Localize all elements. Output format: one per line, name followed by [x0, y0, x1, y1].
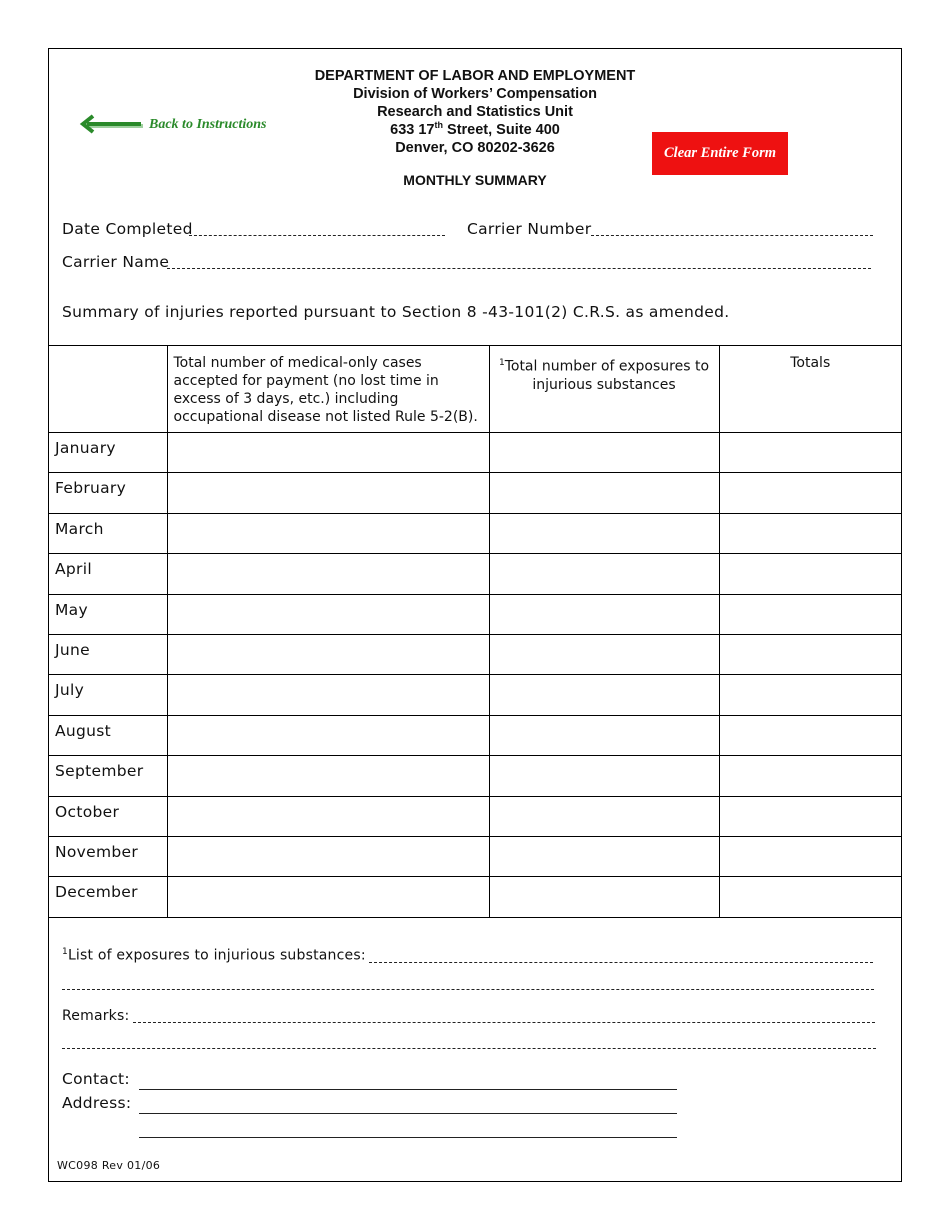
- remarks-field[interactable]: [133, 1022, 875, 1023]
- exposures-cell[interactable]: [489, 756, 719, 796]
- arrow-left-icon: [79, 113, 145, 137]
- exposures-column-header: $^1$Total number of exposures to injurious substances: [489, 346, 719, 433]
- totals-cell[interactable]: [719, 554, 901, 594]
- remarks-label: Remarks:: [62, 1008, 130, 1024]
- address-label: Address:: [62, 1094, 132, 1112]
- table-row: [49, 513, 901, 553]
- month-column-header: [49, 346, 167, 433]
- table-row: [49, 836, 901, 876]
- page-title: MONTHLY SUMMARY: [403, 172, 547, 188]
- back-link-label: Back to Instructions: [149, 117, 267, 132]
- month-label: April: [49, 554, 167, 594]
- exposures-cell[interactable]: [489, 473, 719, 513]
- month-label: January: [49, 433, 167, 473]
- medical-only-cell[interactable]: [167, 675, 489, 715]
- month-label: May: [49, 594, 167, 634]
- date-completed-label: Date Completed: [62, 220, 193, 238]
- contact-field[interactable]: [139, 1089, 677, 1090]
- table-row: [49, 634, 901, 674]
- totals-cell[interactable]: [719, 634, 901, 674]
- totals-column-header: Totals: [719, 346, 901, 433]
- medical-only-cell[interactable]: [167, 796, 489, 836]
- exposures-cell[interactable]: [489, 594, 719, 634]
- totals-cell[interactable]: [719, 715, 901, 755]
- medical-only-cell[interactable]: [167, 433, 489, 473]
- month-label: October: [49, 796, 167, 836]
- medical-only-cell[interactable]: [167, 554, 489, 594]
- medical-only-cell[interactable]: [167, 715, 489, 755]
- department-name: DEPARTMENT OF LABOR AND EMPLOYMENT: [314, 68, 636, 84]
- division-name: Division of Workers’ Compensation: [353, 86, 597, 102]
- form-frame: [48, 48, 902, 1182]
- clear-form-button[interactable]: Clear Entire Form: [652, 132, 788, 175]
- table-row: [49, 756, 901, 796]
- medical-only-cell[interactable]: [167, 756, 489, 796]
- exposures-list-field[interactable]: [369, 962, 873, 963]
- table-row: [49, 473, 901, 513]
- totals-cell[interactable]: [719, 594, 901, 634]
- month-label: August: [49, 715, 167, 755]
- table-row: [49, 594, 901, 634]
- totals-cell[interactable]: [719, 513, 901, 553]
- back-to-instructions-link[interactable]: [79, 113, 266, 137]
- table-row: [49, 433, 901, 473]
- table-row: [49, 715, 901, 755]
- month-label: July: [49, 675, 167, 715]
- month-label: September: [49, 756, 167, 796]
- table-header-row: [49, 346, 901, 433]
- totals-cell[interactable]: [719, 675, 901, 715]
- month-label: February: [49, 473, 167, 513]
- summary-statement: Summary of injuries reported pursuant to Section 8 -43-101(2) C.R.S. as amended.: [62, 303, 730, 321]
- form-code: WC098 Rev 01/06: [57, 1159, 161, 1172]
- carrier-name-label: Carrier Name: [62, 253, 170, 271]
- unit-name: Research and Statistics Unit: [377, 104, 573, 120]
- medical-only-cell[interactable]: [167, 836, 489, 876]
- monthly-summary-table: [49, 345, 901, 918]
- month-label: June: [49, 634, 167, 674]
- medical-only-cell[interactable]: [167, 634, 489, 674]
- table-row: [49, 796, 901, 836]
- month-label: November: [49, 836, 167, 876]
- medical-only-column-header: Total number of medical-only cases accepted for payment (no lost time in excess of 3 days, etc.) including occupational disease not listed Rule 5-2(B).: [167, 346, 489, 433]
- totals-cell[interactable]: [719, 473, 901, 513]
- exposures-cell[interactable]: [489, 877, 719, 917]
- medical-only-cell[interactable]: [167, 473, 489, 513]
- totals-cell[interactable]: [719, 756, 901, 796]
- totals-cell[interactable]: [719, 836, 901, 876]
- street-address: 633 17th Street, Suite 400: [390, 120, 560, 138]
- address-field[interactable]: [139, 1113, 677, 1114]
- contact-label: Contact:: [62, 1070, 130, 1088]
- month-label: December: [49, 877, 167, 917]
- exposures-cell[interactable]: [489, 675, 719, 715]
- city-address: Denver, CO 80202-3626: [395, 140, 555, 156]
- remarks-field-2[interactable]: [62, 1048, 876, 1049]
- medical-only-cell[interactable]: [167, 877, 489, 917]
- exposures-cell[interactable]: [489, 715, 719, 755]
- medical-only-cell[interactable]: [167, 513, 489, 553]
- exposures-list-field-2[interactable]: [62, 989, 874, 990]
- carrier-number-field[interactable]: [591, 235, 873, 236]
- table-row: [49, 554, 901, 594]
- month-label: March: [49, 513, 167, 553]
- carrier-name-field[interactable]: [167, 268, 871, 269]
- carrier-number-label: Carrier Number: [467, 220, 592, 238]
- table-row: [49, 675, 901, 715]
- exposures-cell[interactable]: [489, 433, 719, 473]
- date-completed-field[interactable]: [189, 235, 445, 236]
- totals-cell[interactable]: [719, 877, 901, 917]
- exposures-list-label: $^1$List of exposures to injurious substances:: [62, 947, 366, 964]
- medical-only-cell[interactable]: [167, 594, 489, 634]
- address-field-2[interactable]: [139, 1137, 677, 1138]
- totals-cell[interactable]: [719, 796, 901, 836]
- exposures-cell[interactable]: [489, 554, 719, 594]
- exposures-cell[interactable]: [489, 513, 719, 553]
- exposures-cell[interactable]: [489, 796, 719, 836]
- table-row: [49, 877, 901, 917]
- exposures-cell[interactable]: [489, 634, 719, 674]
- exposures-cell[interactable]: [489, 836, 719, 876]
- totals-cell[interactable]: [719, 433, 901, 473]
